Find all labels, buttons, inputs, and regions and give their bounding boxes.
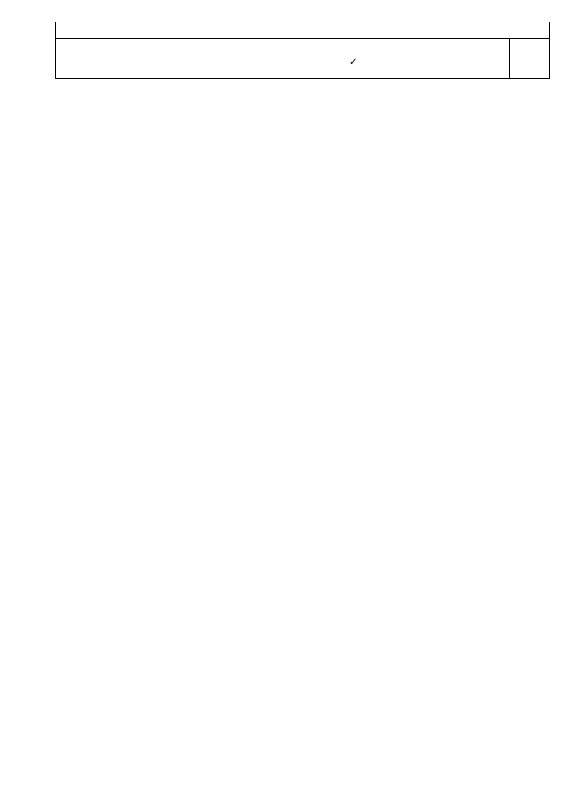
option[interactable] [345, 57, 357, 68]
question-150 [55, 39, 550, 79]
question-number [509, 39, 549, 78]
checkmark-icon: ✓ [349, 57, 358, 68]
top-question-block [55, 22, 550, 79]
section-header [55, 22, 550, 39]
